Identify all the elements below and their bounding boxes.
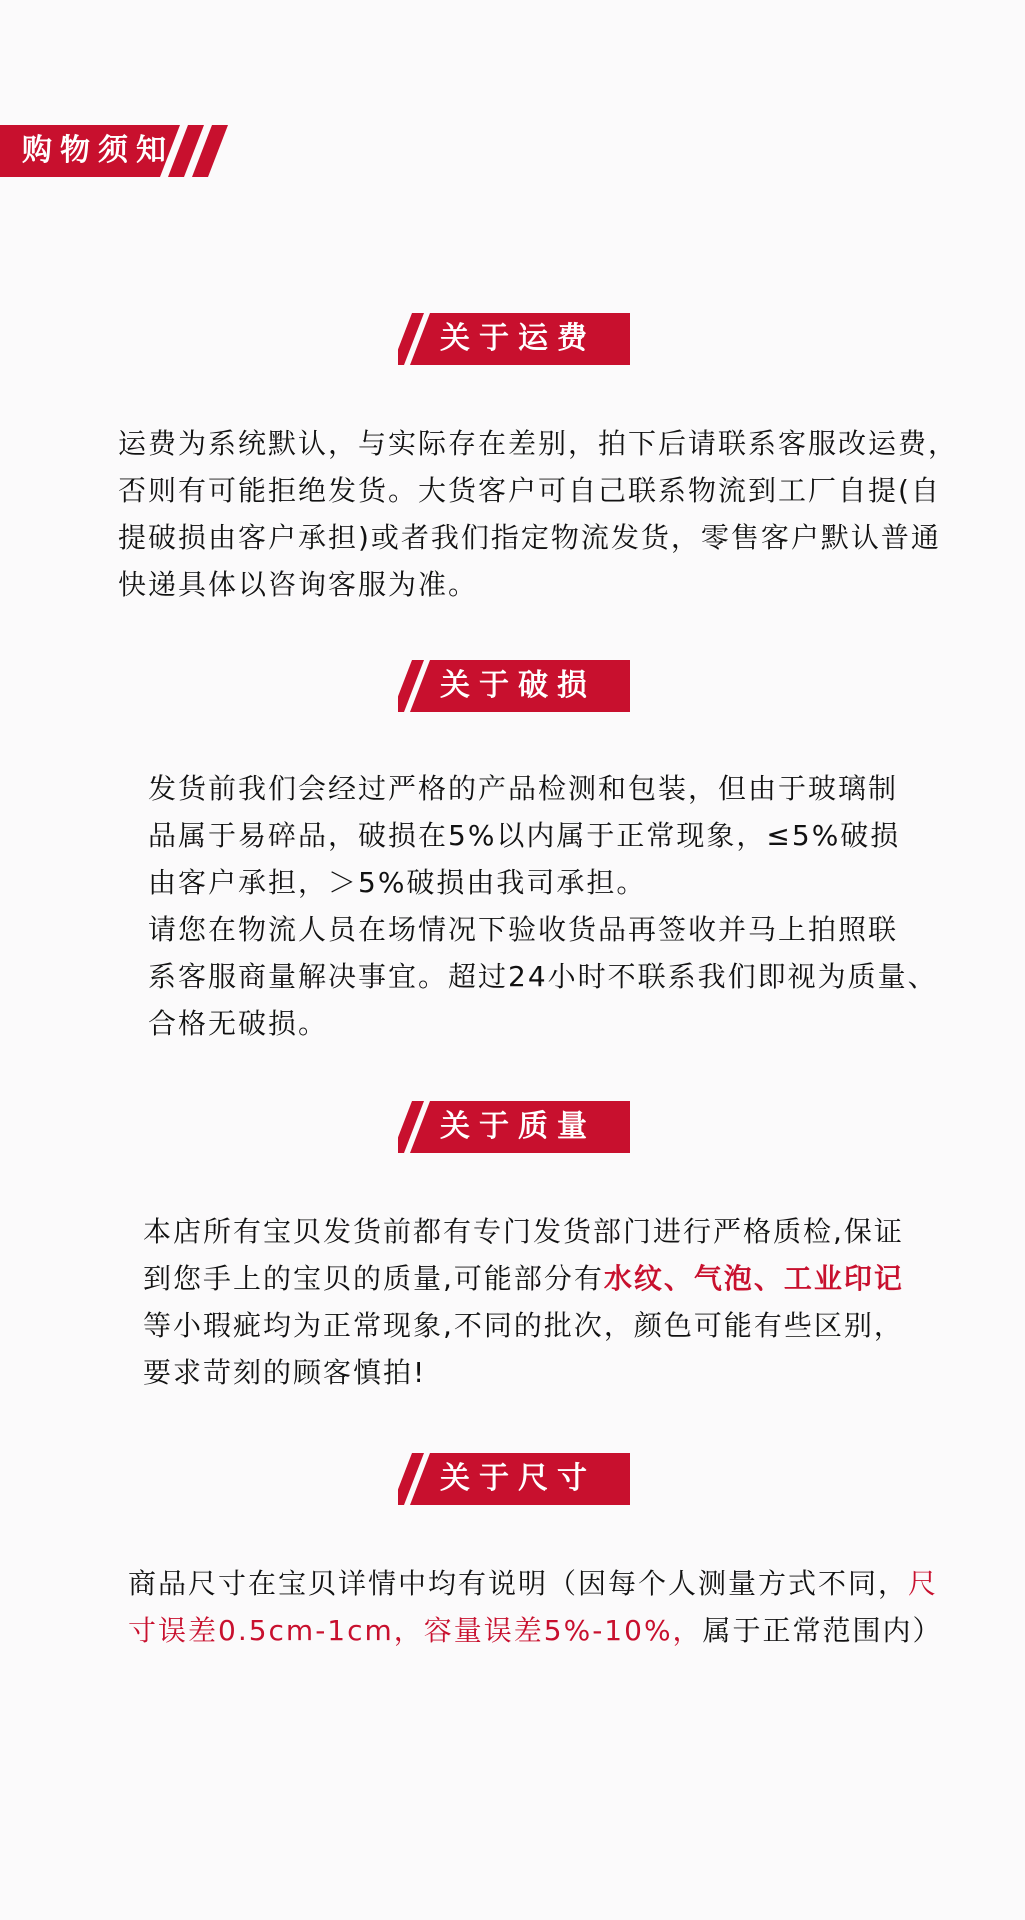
section-title-size: 关于尺寸 <box>440 1461 596 1496</box>
section-header-quality <box>398 1101 630 1153</box>
text-line: 等小瑕疵均为正常现象,不同的批次，颜色可能有些区别， <box>143 1309 904 1342</box>
text-line: 本店所有宝贝发货前都有专门发货部门进行严格质检,保证 <box>143 1215 904 1248</box>
text-line: 合格无破损。 <box>148 1007 329 1040</box>
section-title-shipping: 关于运费 <box>440 321 596 356</box>
red-text: 寸误差0.5cm-1cm，容量误差5%-10%， <box>128 1614 703 1647</box>
text-line <box>128 1607 943 1654</box>
text-line: 品属于易碎品，破损在5%以内属于正常现象，≤5%破损 <box>148 819 901 852</box>
text-segment: 到您手上的宝贝的质量,可能部分有 <box>143 1262 604 1295</box>
section-header-damage <box>398 660 630 712</box>
text-line: 提破损由客户承担)或者我们指定物流发货，零售客户默认普通 <box>118 521 941 554</box>
section-header-shipping <box>398 313 630 365</box>
text-line: 要求苛刻的顾客慎拍! <box>143 1356 427 1389</box>
highlight-text: 水纹、气泡、工业印记 <box>603 1262 904 1295</box>
damage-text <box>148 765 938 1047</box>
red-text: 尺 <box>908 1567 939 1600</box>
text-segment: 商品尺寸在宝贝详情中均有说明（因每个人测量方式不同， <box>128 1567 909 1600</box>
text-line: 系客服商量解决事宜。超过24小时不联系我们即视为质量、 <box>148 960 938 993</box>
section-title-damage: 关于破损 <box>440 668 596 703</box>
quality-text <box>143 1208 904 1396</box>
text-line: 运费为系统默认，与实际存在差别，拍下后请联系客服改运费， <box>118 427 959 460</box>
text-segment: 属于正常范围内） <box>702 1614 943 1647</box>
section-title-quality: 关于质量 <box>440 1109 596 1144</box>
text-line <box>128 1560 943 1607</box>
section-header-size <box>398 1453 630 1505</box>
page-title: 购物须知 <box>22 133 174 168</box>
text-line: 否则有可能拒绝发货。大货客户可自己联系物流到工厂自提(自 <box>118 474 941 507</box>
text-line: 由客户承担，＞5%破损由我司承担。 <box>148 866 647 899</box>
text-line: 快递具体以咨询客服为准。 <box>118 568 479 601</box>
shipping-text <box>118 420 958 608</box>
page-title-banner <box>0 125 230 177</box>
size-text <box>128 1560 943 1654</box>
text-line <box>143 1255 904 1302</box>
text-line: 请您在物流人员在场情况下验收货品再签收并马上拍照联 <box>148 913 899 946</box>
text-line: 发货前我们会经过严格的产品检测和包装，但由于玻璃制 <box>148 772 899 805</box>
